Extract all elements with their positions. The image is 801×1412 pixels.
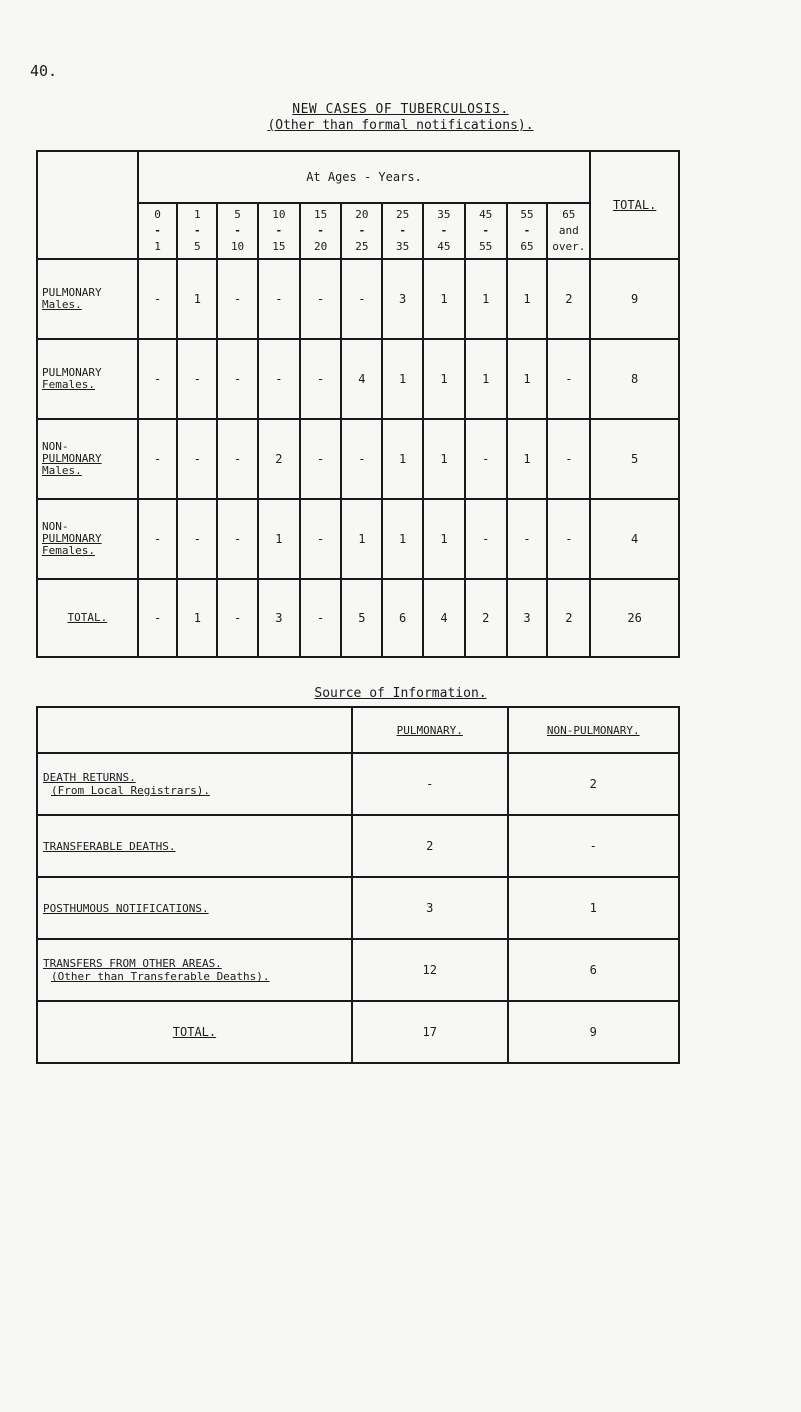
age-group-header [177, 203, 217, 259]
age-group-from: 20 [355, 208, 369, 221]
age-group-from: 0 [154, 208, 161, 221]
table-row [37, 259, 679, 339]
table-cell: - [177, 419, 217, 499]
source-row-label-text: TOTAL. [172, 1024, 217, 1039]
table-cell: - [300, 259, 342, 339]
table-cell: 2 [547, 579, 590, 657]
source-row-label [37, 1001, 352, 1063]
row-label-line: Males. [42, 298, 82, 311]
table-cell: 1 [382, 499, 423, 579]
table-cell: - [258, 339, 300, 419]
table-cell: 1 [177, 259, 217, 339]
row-label-line: Females. [42, 378, 95, 391]
table-cell: 1 [341, 499, 382, 579]
table-cell: 1 [177, 579, 217, 657]
table-cell: - [138, 499, 178, 579]
table-cell: - [138, 259, 178, 339]
row-label [37, 499, 138, 579]
table-cell: 1 [423, 499, 465, 579]
row-label-line: PULMONARY [42, 532, 102, 545]
age-group-header [341, 203, 382, 259]
age-group-from: 10 [272, 208, 286, 221]
row-label-line: NON- [42, 440, 69, 453]
page-subtitle-text: (Other than formal notifications). [267, 118, 534, 133]
source-row [37, 815, 679, 877]
table-cell: - [300, 579, 342, 657]
pulmonary-value: 2 [352, 815, 508, 877]
corner-cell [37, 151, 138, 259]
table-row [37, 339, 679, 419]
age-group-to: 35 [396, 240, 410, 253]
age-group-to: 20 [313, 240, 328, 253]
row-label-line: Females. [42, 544, 95, 557]
source-row-sublabel: (From Local Registrars). [51, 784, 210, 797]
row-total: 4 [590, 499, 679, 579]
source-row-label [37, 939, 352, 1001]
table-cell: - [465, 419, 507, 499]
table-cell: - [300, 499, 342, 579]
table-cell: - [341, 259, 382, 339]
table-cell: - [547, 339, 590, 419]
non-pulmonary-value: 1 [508, 877, 680, 939]
age-group-from: 5 [234, 208, 241, 221]
age-group-dash: - [482, 224, 489, 237]
age-group-dash: - [193, 224, 201, 237]
age-header: At Ages - Years. [138, 151, 591, 203]
table-cell: 1 [507, 259, 548, 339]
pulmonary-header [352, 707, 508, 753]
table-cell: - [217, 499, 258, 579]
table-cell: - [217, 419, 258, 499]
source-corner-cell [37, 707, 352, 753]
page-title-text: NEW CASES OF TUBERCULOSIS. [292, 102, 509, 117]
table-cell: - [177, 499, 217, 579]
age-group-to: 25 [355, 240, 369, 253]
table-cell: 1 [507, 339, 548, 419]
age-group-from: 65 [562, 208, 576, 221]
grand-total: 26 [590, 579, 679, 657]
cases-body [37, 259, 679, 657]
table-cell: 4 [341, 339, 382, 419]
age-group-from: 45 [479, 208, 493, 221]
age-group-dash: - [440, 224, 448, 237]
table-cell: - [177, 339, 217, 419]
age-group-dash: and [558, 224, 579, 237]
age-group-from: 15 [313, 208, 328, 221]
table-cell: 5 [341, 579, 382, 657]
table-cell: 1 [423, 419, 465, 499]
age-group-header [138, 203, 178, 259]
page-title [0, 102, 801, 117]
row-label-line: PULMONARY [42, 452, 102, 465]
source-row-label-text: TRANSFERS FROM OTHER AREAS. [43, 957, 222, 970]
table-cell: - [138, 579, 178, 657]
row-total: 5 [590, 419, 679, 499]
age-group-dash: - [523, 224, 531, 237]
age-group-to: over. [552, 240, 586, 253]
total-row-label [37, 579, 138, 657]
source-row-label [37, 877, 352, 939]
table-cell: - [465, 499, 507, 579]
pulmonary-header-text: PULMONARY. [396, 723, 463, 737]
age-group-to: 10 [230, 240, 245, 253]
age-group-header [507, 203, 548, 259]
pulmonary-value: 12 [352, 939, 508, 1001]
pulmonary-value: 3 [352, 877, 508, 939]
pulmonary-value: 17 [352, 1001, 508, 1063]
table-cell: 1 [382, 419, 423, 499]
row-label-line: PULMONARY [42, 286, 102, 299]
total-row [37, 579, 679, 657]
row-label-line: PULMONARY [42, 366, 102, 379]
table-row [37, 419, 679, 499]
row-label [37, 259, 138, 339]
age-group-dash: - [154, 224, 161, 237]
non-pulmonary-header-text: NON-PULMONARY. [546, 723, 640, 737]
page-subtitle [0, 118, 801, 133]
table-cell: 2 [465, 579, 507, 657]
age-group-dash: - [234, 224, 241, 237]
row-label [37, 419, 138, 499]
age-group-dash: - [358, 224, 366, 237]
age-group-from: 55 [520, 208, 534, 221]
age-group-dash: - [317, 224, 324, 237]
table-cell: 3 [258, 579, 300, 657]
age-group-from: 25 [396, 208, 410, 221]
age-group-from: 1 [193, 208, 201, 221]
age-group-from: 35 [437, 208, 451, 221]
new-cases-table [36, 150, 680, 658]
table-cell: 4 [423, 579, 465, 657]
pulmonary-value: - [352, 753, 508, 815]
source-row-label [37, 815, 352, 877]
source-row-label-text: DEATH RETURNS. [43, 771, 136, 784]
table-cell: 1 [507, 419, 548, 499]
non-pulmonary-value: - [508, 815, 680, 877]
source-heading: Source of Information. [314, 686, 487, 701]
table-cell: - [341, 419, 382, 499]
row-label-line: NON- [42, 520, 69, 533]
table-cell: 2 [547, 259, 590, 339]
table-cell: 1 [465, 339, 507, 419]
table-cell: - [300, 419, 342, 499]
row-total: 8 [590, 339, 679, 419]
age-group-header [547, 203, 590, 259]
table-cell: - [138, 339, 178, 419]
source-row-sublabel: (Other than Transferable Deaths). [51, 970, 270, 983]
source-row [37, 753, 679, 815]
total-row-label-text: TOTAL. [67, 611, 108, 624]
age-group-header [258, 203, 300, 259]
total-column-header-text: TOTAL. [612, 198, 657, 212]
age-group-header [465, 203, 507, 259]
source-body [37, 753, 679, 1063]
source-table [36, 706, 680, 1064]
age-group-header [423, 203, 465, 259]
total-column-header [590, 151, 679, 259]
table-cell: 1 [258, 499, 300, 579]
table-row [37, 499, 679, 579]
table-cell: 1 [382, 339, 423, 419]
table-cell: - [507, 499, 548, 579]
table-cell: 1 [423, 259, 465, 339]
page-number: 40. [30, 62, 58, 80]
age-group-header [300, 203, 342, 259]
row-label-line: Males. [42, 464, 82, 477]
source-row [37, 939, 679, 1001]
source-row [37, 877, 679, 939]
table-cell: 1 [465, 259, 507, 339]
table-cell: 1 [423, 339, 465, 419]
non-pulmonary-value: 2 [508, 753, 680, 815]
non-pulmonary-header [508, 707, 680, 753]
non-pulmonary-value: 9 [508, 1001, 680, 1063]
age-group-to: 65 [520, 240, 534, 253]
table-cell: - [217, 259, 258, 339]
table-cell: - [217, 339, 258, 419]
source-row-label-text: POSTHUMOUS NOTIFICATIONS. [43, 901, 209, 915]
row-label [37, 339, 138, 419]
table-cell: 6 [382, 579, 423, 657]
source-row-label-text: TRANSFERABLE DEATHS. [43, 839, 176, 853]
table-cell: 3 [382, 259, 423, 339]
age-group-dash: - [399, 224, 406, 237]
table-cell: - [258, 259, 300, 339]
age-group-header [382, 203, 423, 259]
age-group-to: 55 [479, 240, 493, 253]
age-group-to: 1 [154, 240, 161, 253]
source-row-label [37, 753, 352, 815]
table-cell: - [217, 579, 258, 657]
age-group-to: 15 [272, 240, 286, 253]
age-group-to: 5 [193, 240, 201, 253]
age-group-header [217, 203, 258, 259]
table-cell: 2 [258, 419, 300, 499]
age-group-dash: - [275, 224, 283, 237]
non-pulmonary-value: 6 [508, 939, 680, 1001]
age-group-to: 45 [437, 240, 451, 253]
table-cell: - [547, 499, 590, 579]
table-cell: 3 [507, 579, 548, 657]
source-row [37, 1001, 679, 1063]
table-cell: - [300, 339, 342, 419]
table-cell: - [138, 419, 178, 499]
row-total: 9 [590, 259, 679, 339]
table-cell: - [547, 419, 590, 499]
